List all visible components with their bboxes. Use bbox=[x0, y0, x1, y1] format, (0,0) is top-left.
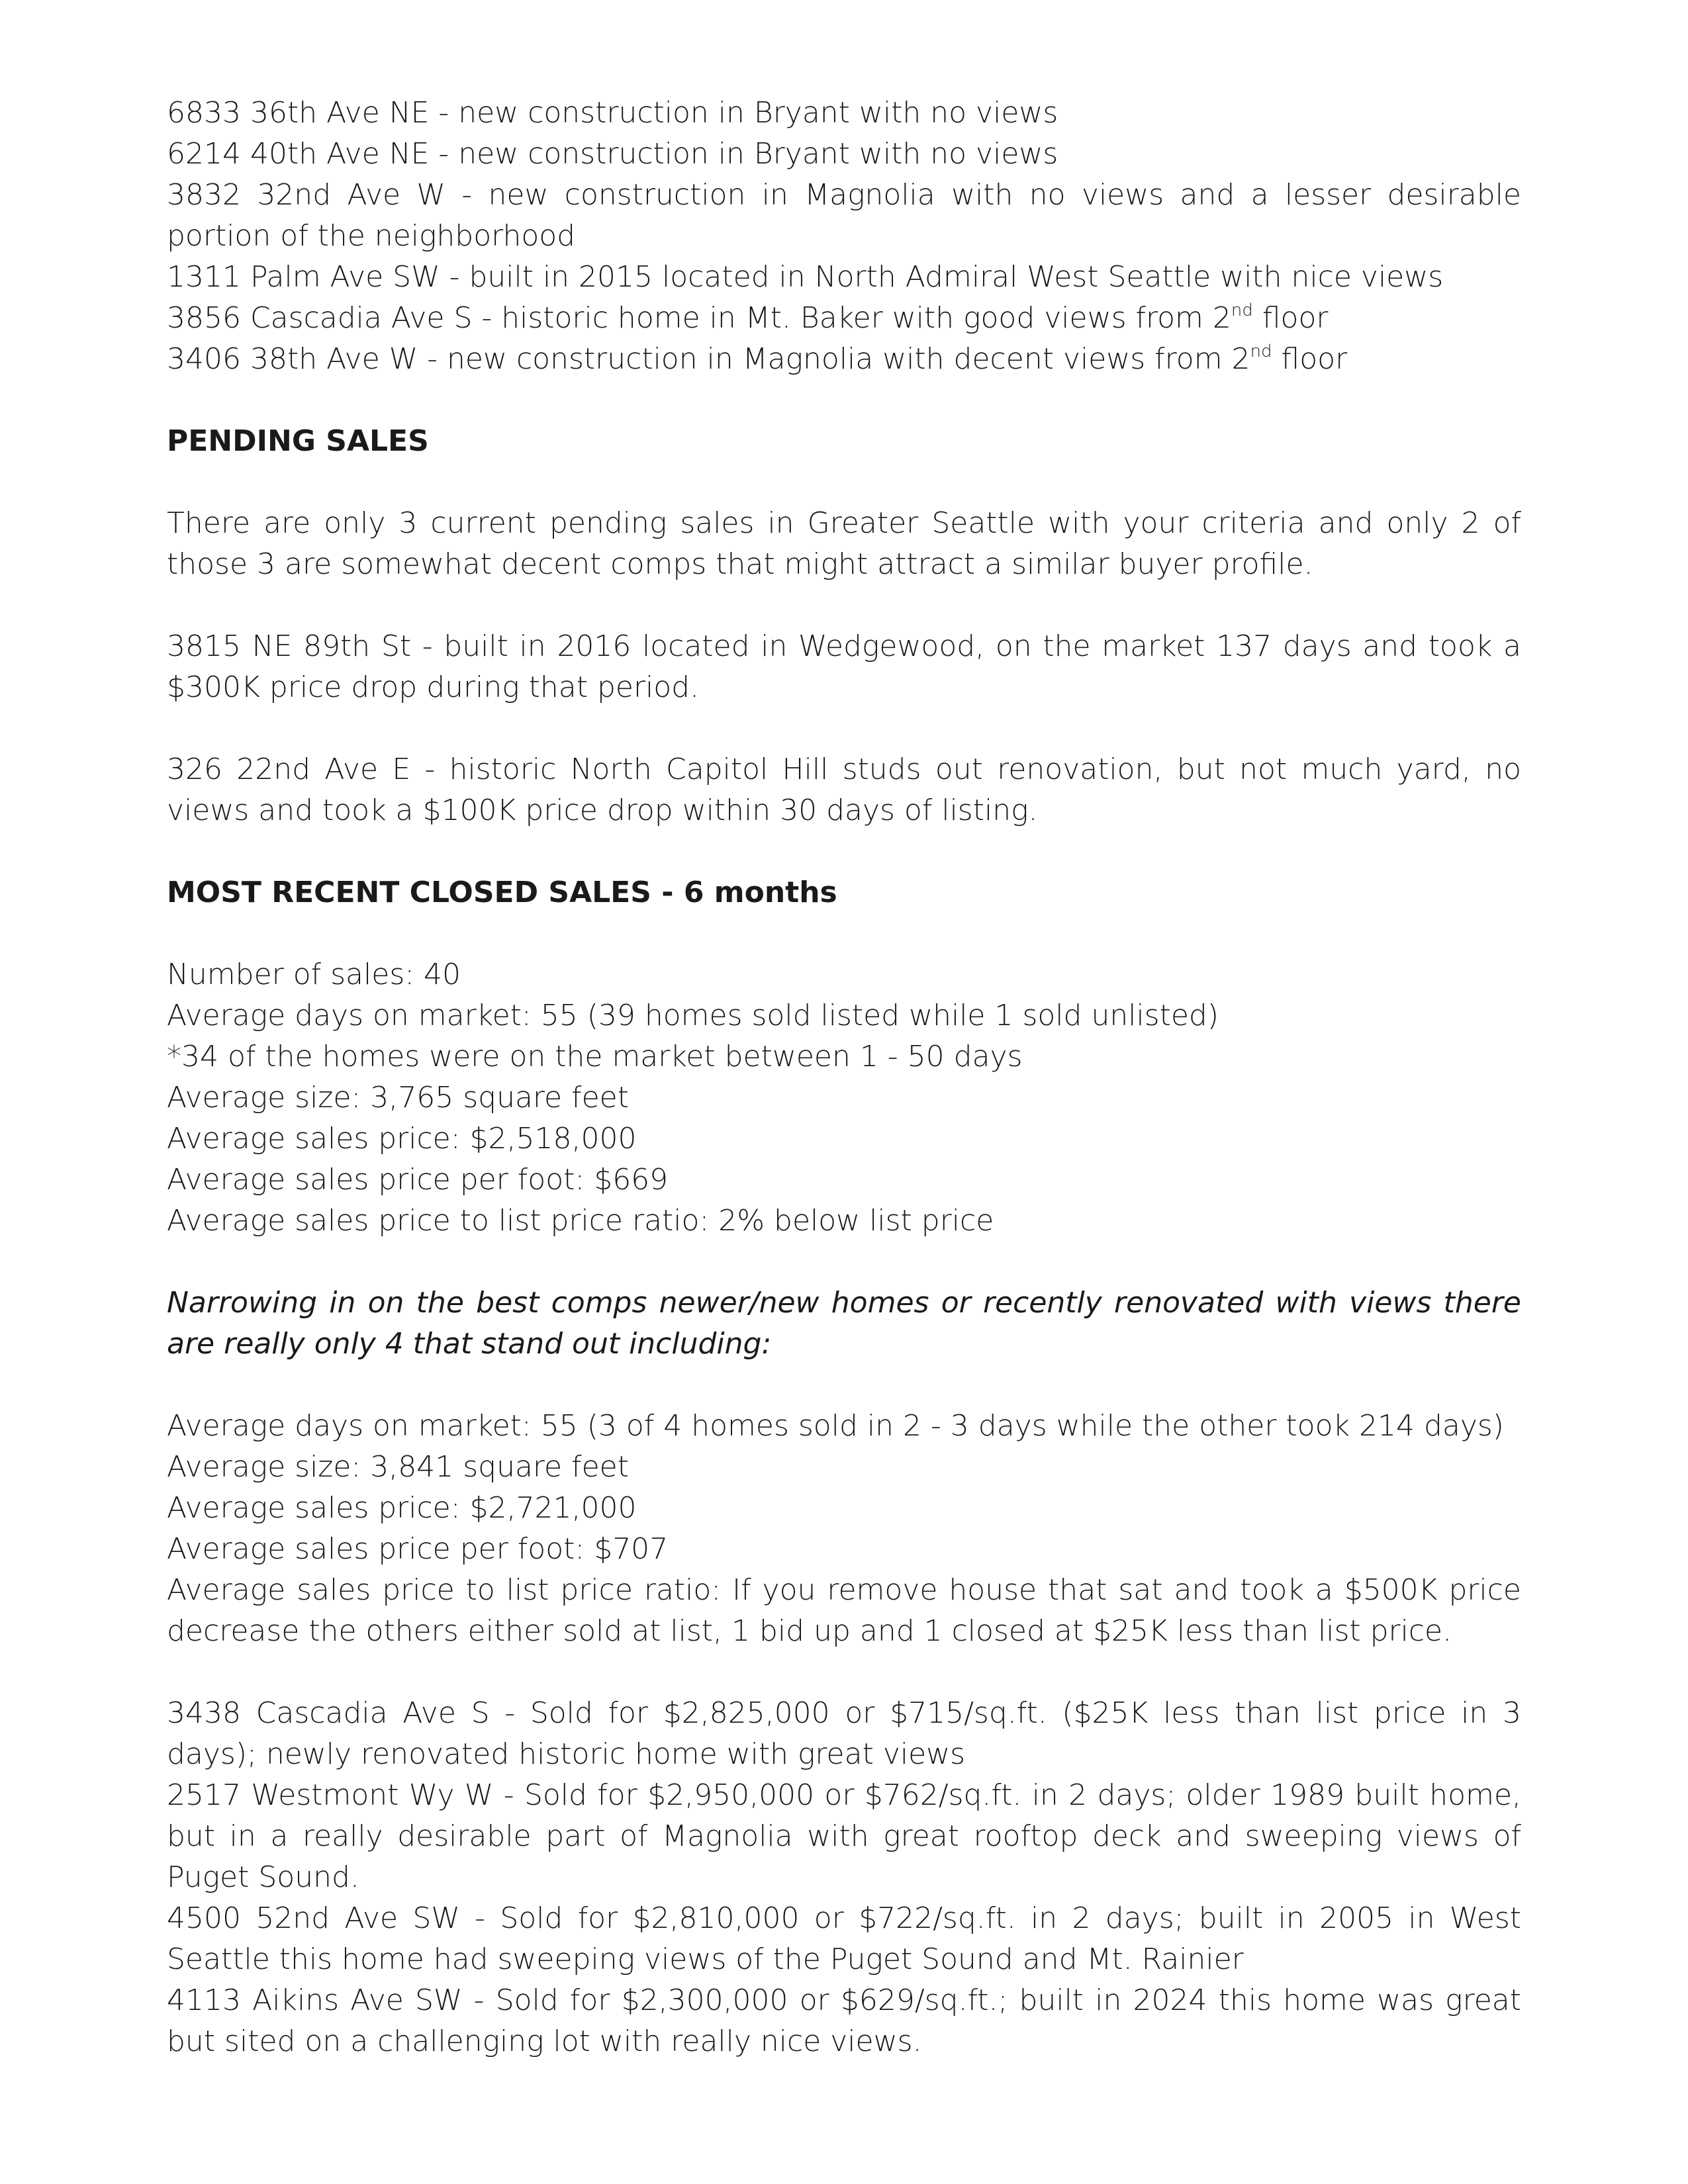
comp-item: 2517 Westmont Wy W - Sold for $2,950,000 or $762/sq.ft. in 2 days; older 1989 built home, but in a really desirable part of Magnolia with great rooftop deck and sweeping views of Puget Sound. bbox=[167, 1778, 1521, 1894]
pending-item: 3815 NE 89th St - built in 2016 located in Wedgewood, on the market 137 days and took a $300K price drop during that period. bbox=[167, 629, 1521, 704]
comp-item: 4113 Aikins Ave SW - Sold for $2,300,000 or $629/sq.ft.; built in 2024 this home was great but sited on a challenging lot with really nice views. bbox=[167, 1983, 1521, 2058]
listing-text: floor bbox=[1252, 301, 1329, 335]
spacer bbox=[167, 462, 1521, 503]
listing-line: 1311 Palm Ave SW - built in 2015 located in North Admiral West Seattle with nice views bbox=[167, 260, 1444, 294]
closed-stat: Average sales price to list price ratio: 2% below list price bbox=[167, 1204, 994, 1238]
best-comps-stat: Average size: 3,841 square feet bbox=[167, 1450, 629, 1484]
listing-line bbox=[167, 339, 1521, 380]
spacer bbox=[167, 708, 1521, 749]
closed-stat: Average days on market: 55 (39 homes sold listed while 1 sold unlisted) bbox=[167, 999, 1219, 1032]
closed-stat: Average sales price: $2,518,000 bbox=[167, 1122, 637, 1156]
best-comps-stat: Average sales price per foot: $707 bbox=[167, 1532, 669, 1566]
best-comps-stat: Average days on market: 55 (3 of 4 homes sold in 2 - 3 days while the other took 214 days) bbox=[167, 1409, 1504, 1443]
comp-item: 3438 Cascadia Ave S - Sold for $2,825,000 or $715/sq.ft. ($25K less than list price in 3 days); newly renovated historic home with great views bbox=[167, 1696, 1521, 1771]
listing-line: 6214 40th Ave NE - new construction in Bryant with no views bbox=[167, 137, 1058, 171]
pending-sales-heading: PENDING SALES bbox=[167, 424, 429, 458]
closed-stat: Average size: 3,765 square feet bbox=[167, 1081, 629, 1115]
closed-stat: *34 of the homes were on the market between 1 - 50 days bbox=[167, 1040, 1023, 1073]
spacer bbox=[167, 831, 1521, 872]
ordinal-suffix: nd bbox=[1231, 300, 1253, 320]
closed-stat: Number of sales: 40 bbox=[167, 958, 461, 991]
narrowing-note: Narrowing in on the best comps newer/new homes or recently renovated with views there are really only 4 that stand out including: bbox=[167, 1286, 1521, 1361]
closed-sales-heading bbox=[167, 872, 1521, 913]
listing-text: 3856 Cascadia Ave S - historic home in Mt. Baker with good views from 2 bbox=[167, 301, 1231, 335]
spacer bbox=[167, 380, 1521, 421]
comp-item: 4500 52nd Ave SW - Sold for $2,810,000 or $722/sq.ft. in 2 days; built in 2005 in West Seattle this home had sweeping views of the Puget Sound and Mt. Rainier bbox=[167, 1901, 1521, 1976]
ordinal-suffix: nd bbox=[1250, 341, 1272, 361]
pending-item: 326 22nd Ave E - historic North Capitol Hill studs out renovation, but not much yard, no views and took a $100K price drop within 30 days of listing. bbox=[167, 752, 1521, 827]
spacer bbox=[167, 585, 1521, 626]
listing-line: 3832 32nd Ave W - new construction in Magnolia with no views and a lesser desirable portion of the neighborhood bbox=[167, 178, 1521, 253]
pending-intro: There are only 3 current pending sales in Greater Seattle with your criteria and only 2 of those 3 are somewhat decent comps that might attract a similar buyer profile. bbox=[167, 506, 1521, 581]
ratio-note: Average sales price to list price ratio: If you remove house that sat and took a $500K price decrease the others either sold at list, 1 bid up and 1 closed at $25K less than list price. bbox=[167, 1573, 1521, 1648]
closed-stat: Average sales price per foot: $669 bbox=[167, 1163, 669, 1197]
spacer bbox=[167, 1242, 1521, 1283]
best-comps-stat: Average sales price: $2,721,000 bbox=[167, 1491, 637, 1525]
closed-heading-main: MOST RECENT CLOSED SALES - bbox=[167, 876, 684, 909]
listing-line: 6833 36th Ave NE - new construction in Bryant with no views bbox=[167, 96, 1058, 130]
spacer bbox=[167, 1652, 1521, 1693]
listing-text: 3406 38th Ave W - new construction in Magnolia with decent views from 2 bbox=[167, 342, 1250, 376]
spacer bbox=[167, 913, 1521, 954]
listing-text: floor bbox=[1272, 342, 1348, 376]
spacer bbox=[167, 1365, 1521, 1406]
listing-line bbox=[167, 298, 1521, 339]
closed-heading-period: 6 months bbox=[683, 876, 837, 909]
